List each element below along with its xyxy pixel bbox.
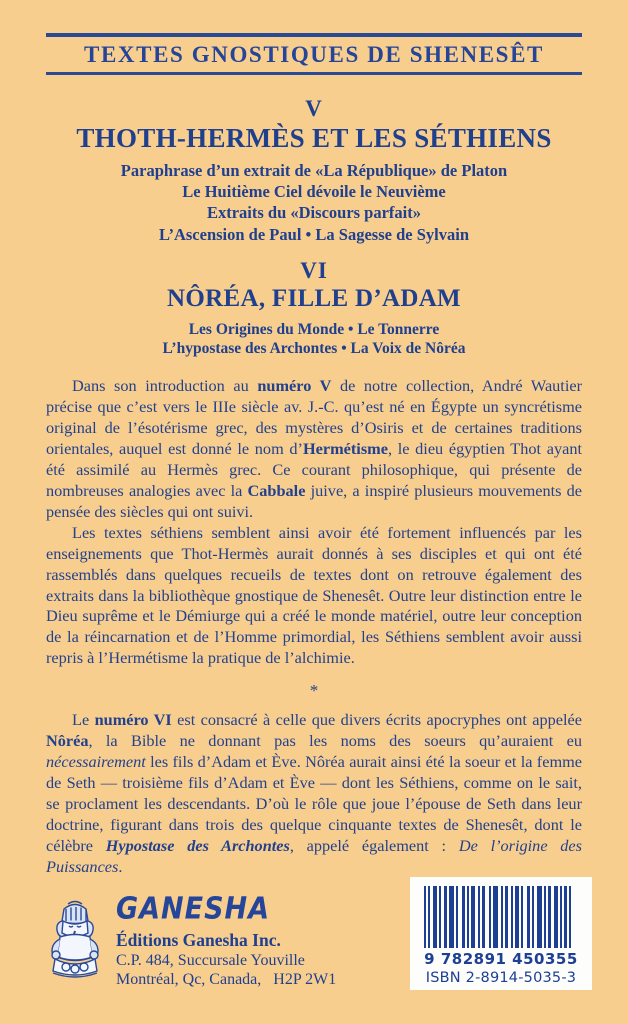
- p3-text-6: .: [118, 856, 123, 876]
- p3-text-5: , appelé également :: [289, 835, 459, 855]
- section-six: [46, 259, 582, 360]
- section-five-title: THOTH-HERMÈS ET LES SÉTHIENS: [76, 123, 552, 154]
- section-six-subtitles: [46, 320, 582, 360]
- p3-italic-origine: De l’origine des Puissances: [46, 835, 582, 876]
- isbn-text: ISBN 2-8914-5035-3: [425, 970, 577, 986]
- publisher-address-line: C.P. 484, Succursale Youville: [116, 951, 305, 969]
- publisher-name: Éditions Ganesha Inc.: [116, 929, 281, 950]
- p3-text-3: , la Bible ne donnant pas les noms des soeurs qu’auraient eu: [88, 731, 582, 751]
- section-five: [46, 97, 582, 245]
- p3-bold-norea: Nôréa: [46, 731, 89, 751]
- ean-digits: 9 782891 450355: [424, 950, 578, 968]
- cover-footer: [46, 877, 592, 990]
- series-title: TEXTES GNOSTIQUES DE SHENESÊT: [84, 42, 544, 67]
- p3-text-1: Le: [72, 710, 95, 730]
- section-five-subtitle-3: Extraits du «Discours parfait»: [206, 203, 422, 223]
- publisher-city-line: [116, 970, 336, 990]
- section-six-number: VI: [300, 257, 328, 283]
- publisher-city: Montréal, Qc, Canada,: [116, 971, 262, 989]
- paragraph-separator: *: [309, 681, 319, 701]
- blurb-paragraph-2: Les textes séthiens semblent ainsi avoir été fortement influencés par les enseignements que Thot-Hermès aurait donnés à ses disciples et qui ont été rassemblés dans quelques recueils de textes dont on retrouve également des extraits dans la bibliothèque gnostique de Shenesêt. Outre leur distinction entre le Dieu suprême et le Démiurge qui a créé le monde matériel, outre leur conception de la réincarnation et de l’Homme primordial, les Séthiens semblent avoir aussi repris à l’Hermétisme la pratique de l’alchimie.: [46, 522, 582, 668]
- section-five-number: V: [305, 96, 323, 121]
- section-five-subtitle-2: Le Huitième Ciel dévoile le Neuvième: [182, 182, 446, 202]
- p1-text-2: de notre collection, André Wautier précise que c’est vers le IIIe siècle av. J.-C. qu’est né en Égypte un syncrétisme original de l’ésotérisme grec, des mystères d’Osiris et de certaines traditions orientales, auquel est donné le nom d’: [46, 376, 583, 458]
- p1-text-1: Dans son introduction au: [72, 376, 258, 396]
- ean13-barcode: [424, 886, 578, 948]
- ganesha-deity-icon: [46, 895, 104, 981]
- p3-bolditalic-hypostase: Hypostase des Archontes: [105, 835, 290, 855]
- p1-bold-hermetisme: Hermétisme: [302, 438, 388, 458]
- publisher-postal-code: H2P 2W1: [273, 971, 337, 989]
- p3-bold-numero-vi: numéro VI: [94, 710, 172, 730]
- blurb-paragraph-3: [46, 710, 582, 878]
- barcode-label: [410, 877, 592, 990]
- p1-bold-numero-v: numéro V: [257, 376, 332, 396]
- header-rule-bottom: [46, 72, 582, 75]
- blurb-paragraph-1: [46, 376, 582, 523]
- p1-bold-cabbale: Cabbale: [247, 480, 306, 500]
- p1-text-4: juive, a inspiré plusieurs mouvements de pensée des siècles qui ont suivi.: [46, 480, 583, 521]
- back-cover-blurb: [46, 376, 582, 878]
- p3-text-4: les fils d’Adam et Ève. Nôréa aurait ainsi été la soeur et la femme de Seth — troisième fils d’Adam et Ève — dont les Séthiens, comme on le sait, se proclament les descendants. D’où le rôle que joue l’épouse de Seth dans leur doctrine, figurant dans trois des quelque cinquante textes de Shenesêt, dont le célèbre: [46, 752, 582, 855]
- publisher-block: [46, 891, 337, 990]
- section-five-subtitles: [46, 160, 582, 244]
- cover-header: [46, 0, 582, 75]
- publisher-text: [116, 891, 337, 990]
- section-five-subtitle-4: L’Ascension de Paul • La Sagesse de Sylvain: [158, 224, 469, 244]
- section-six-title: NÔRÉA, FILLE D’ADAM: [167, 284, 461, 312]
- p3-italic-necessairement: nécessairement: [46, 752, 146, 772]
- section-six-subtitle-1: Les Origines du Monde • Le Tonnerre: [188, 320, 440, 338]
- ganesha-wordmark: GANESHA: [116, 891, 271, 927]
- p3-text-2: est consacré à celle que divers écrits apocryphes ont appelée: [171, 710, 582, 730]
- p1-text-3: , le dieu égyptien Thot ayant été assimilé au Hermès grec. Ce courant philosophique, qui présente de nombreuses analogies avec la: [46, 438, 583, 500]
- section-five-subtitle-1: Paraphrase d’un extrait de «La République» de Platon: [120, 161, 508, 181]
- section-six-subtitle-2: L’hypostase des Archontes • La Voix de Nôréa: [162, 340, 466, 358]
